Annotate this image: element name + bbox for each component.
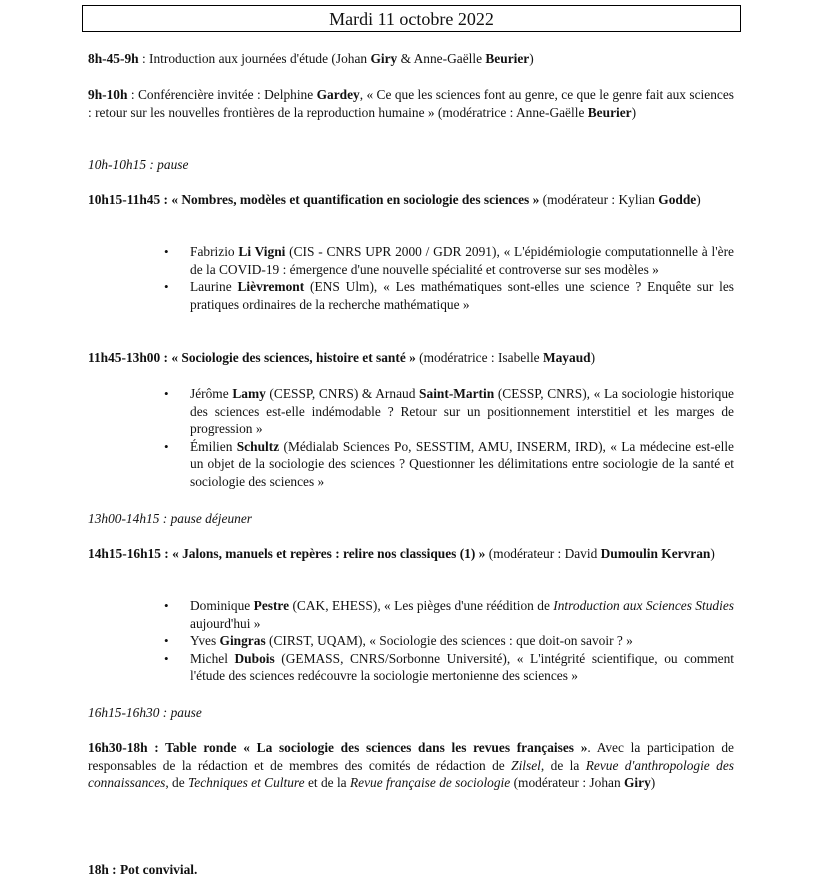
list-item: • Laurine Lièvremont (ENS Ulm), « Les mathématiques sont-elles une science ? Enquête sur les pratiques ordinaires de la recherche mathématique » xyxy=(164,279,735,312)
session-closing: 18h : Pot convivial. xyxy=(88,862,198,877)
pause-lunch: 13h00-14h15 : pause déjeuner xyxy=(88,511,253,526)
list-item: • Jérôme Lamy (CESSP, CNRS) & Arnaud Saint-Martin (CESSP, CNRS), « La sociologie historique des sciences est-elle indémodable ? Retour sur un positionnement interstitiel et les marges de progression » xyxy=(164,386,734,436)
bullet-icon: • xyxy=(164,650,169,666)
bullet-icon: • xyxy=(164,244,169,259)
session-history-health-talks xyxy=(88,385,734,490)
session-classics-talks xyxy=(88,597,734,685)
list-item: • Michel Dubois (GEMASS, CNRS/Sorbonne Université), « L'intégrité scientifique, ou comment l'étude des sciences redécouvre la sociologie mertonienne des sciences » xyxy=(164,650,735,683)
day-title: Mardi 11 octobre 2022 xyxy=(82,5,741,32)
session-classics: 14h15-16h15 : « Jalons, manuels et repères : relire nos classiques (1) » (modérateur : David Dumoulin Kervran) xyxy=(88,546,715,561)
pause-1: 10h-10h15 : pause xyxy=(88,157,189,172)
session-numbers: 10h15-11h45 : « Nombres, modèles et quantification en sociologie des sciences » (modérateur : Kylian Godde) xyxy=(88,192,701,207)
list-item: • Émilien Schultz (Médialab Sciences Po, SESSTIM, AMU, INSERM, IRD), « La médecine est-elle un objet de la sociologie des sciences ? Questionner les délimitations entre sociologie de la santé et sociologie des sciences » xyxy=(164,438,734,489)
list-item: • Fabrizio Li Vigni (CIS - CNRS UPR 2000 / GDR 2091), « L'épidémiologie computationnelle à l'ère de la COVID-19 : émergence d'une nouvelle spécialité et controverse sur ses modèles » xyxy=(164,244,734,277)
list-item: • Dominique Pestre (CAK, EHESS), « Les pièges d'une réédition de Introduction aux Sciences Studies aujourd'hui » xyxy=(164,598,734,631)
session-intro: 8h-45-9h : Introduction aux journées d'étude (Johan Giry & Anne-Gaëlle Beurier) xyxy=(88,51,534,66)
session-history-health: 11h45-13h00 : « Sociologie des sciences, histoire et santé » (modératrice : Isabelle Mayaud) xyxy=(88,350,596,365)
session-round-table: 16h30-18h : Table ronde « La sociologie des sciences dans les revues françaises ». Avec la participation de responsables de la rédaction et de membres des comités de rédaction de Zilsel, de la Revue d'anthropologie des connaissances, de Techniques et Culture et de la Revue française de sociologie (modérateur : Johan Giry) xyxy=(88,740,734,790)
bullet-icon: • xyxy=(164,633,169,648)
bullet-icon: • xyxy=(164,438,169,454)
session-keynote: 9h-10h : Conférencière invitée : Delphine Gardey, « Ce que les sciences font au genre, ce que le genre fait aux sciences : retour sur les nouvelles frontières de la reproduction humaine » (modératrice : Anne-Gaëlle Beurier) xyxy=(88,87,735,120)
session-numbers-talks xyxy=(88,243,734,313)
bullet-icon: • xyxy=(164,386,169,401)
list-item: • Yves Gingras (CIRST, UQAM), « Sociologie des sciences : que doit-on savoir ? » xyxy=(164,633,633,648)
bullet-icon: • xyxy=(164,598,169,613)
pause-3: 16h15-16h30 : pause xyxy=(88,705,202,720)
bullet-icon: • xyxy=(164,279,169,294)
